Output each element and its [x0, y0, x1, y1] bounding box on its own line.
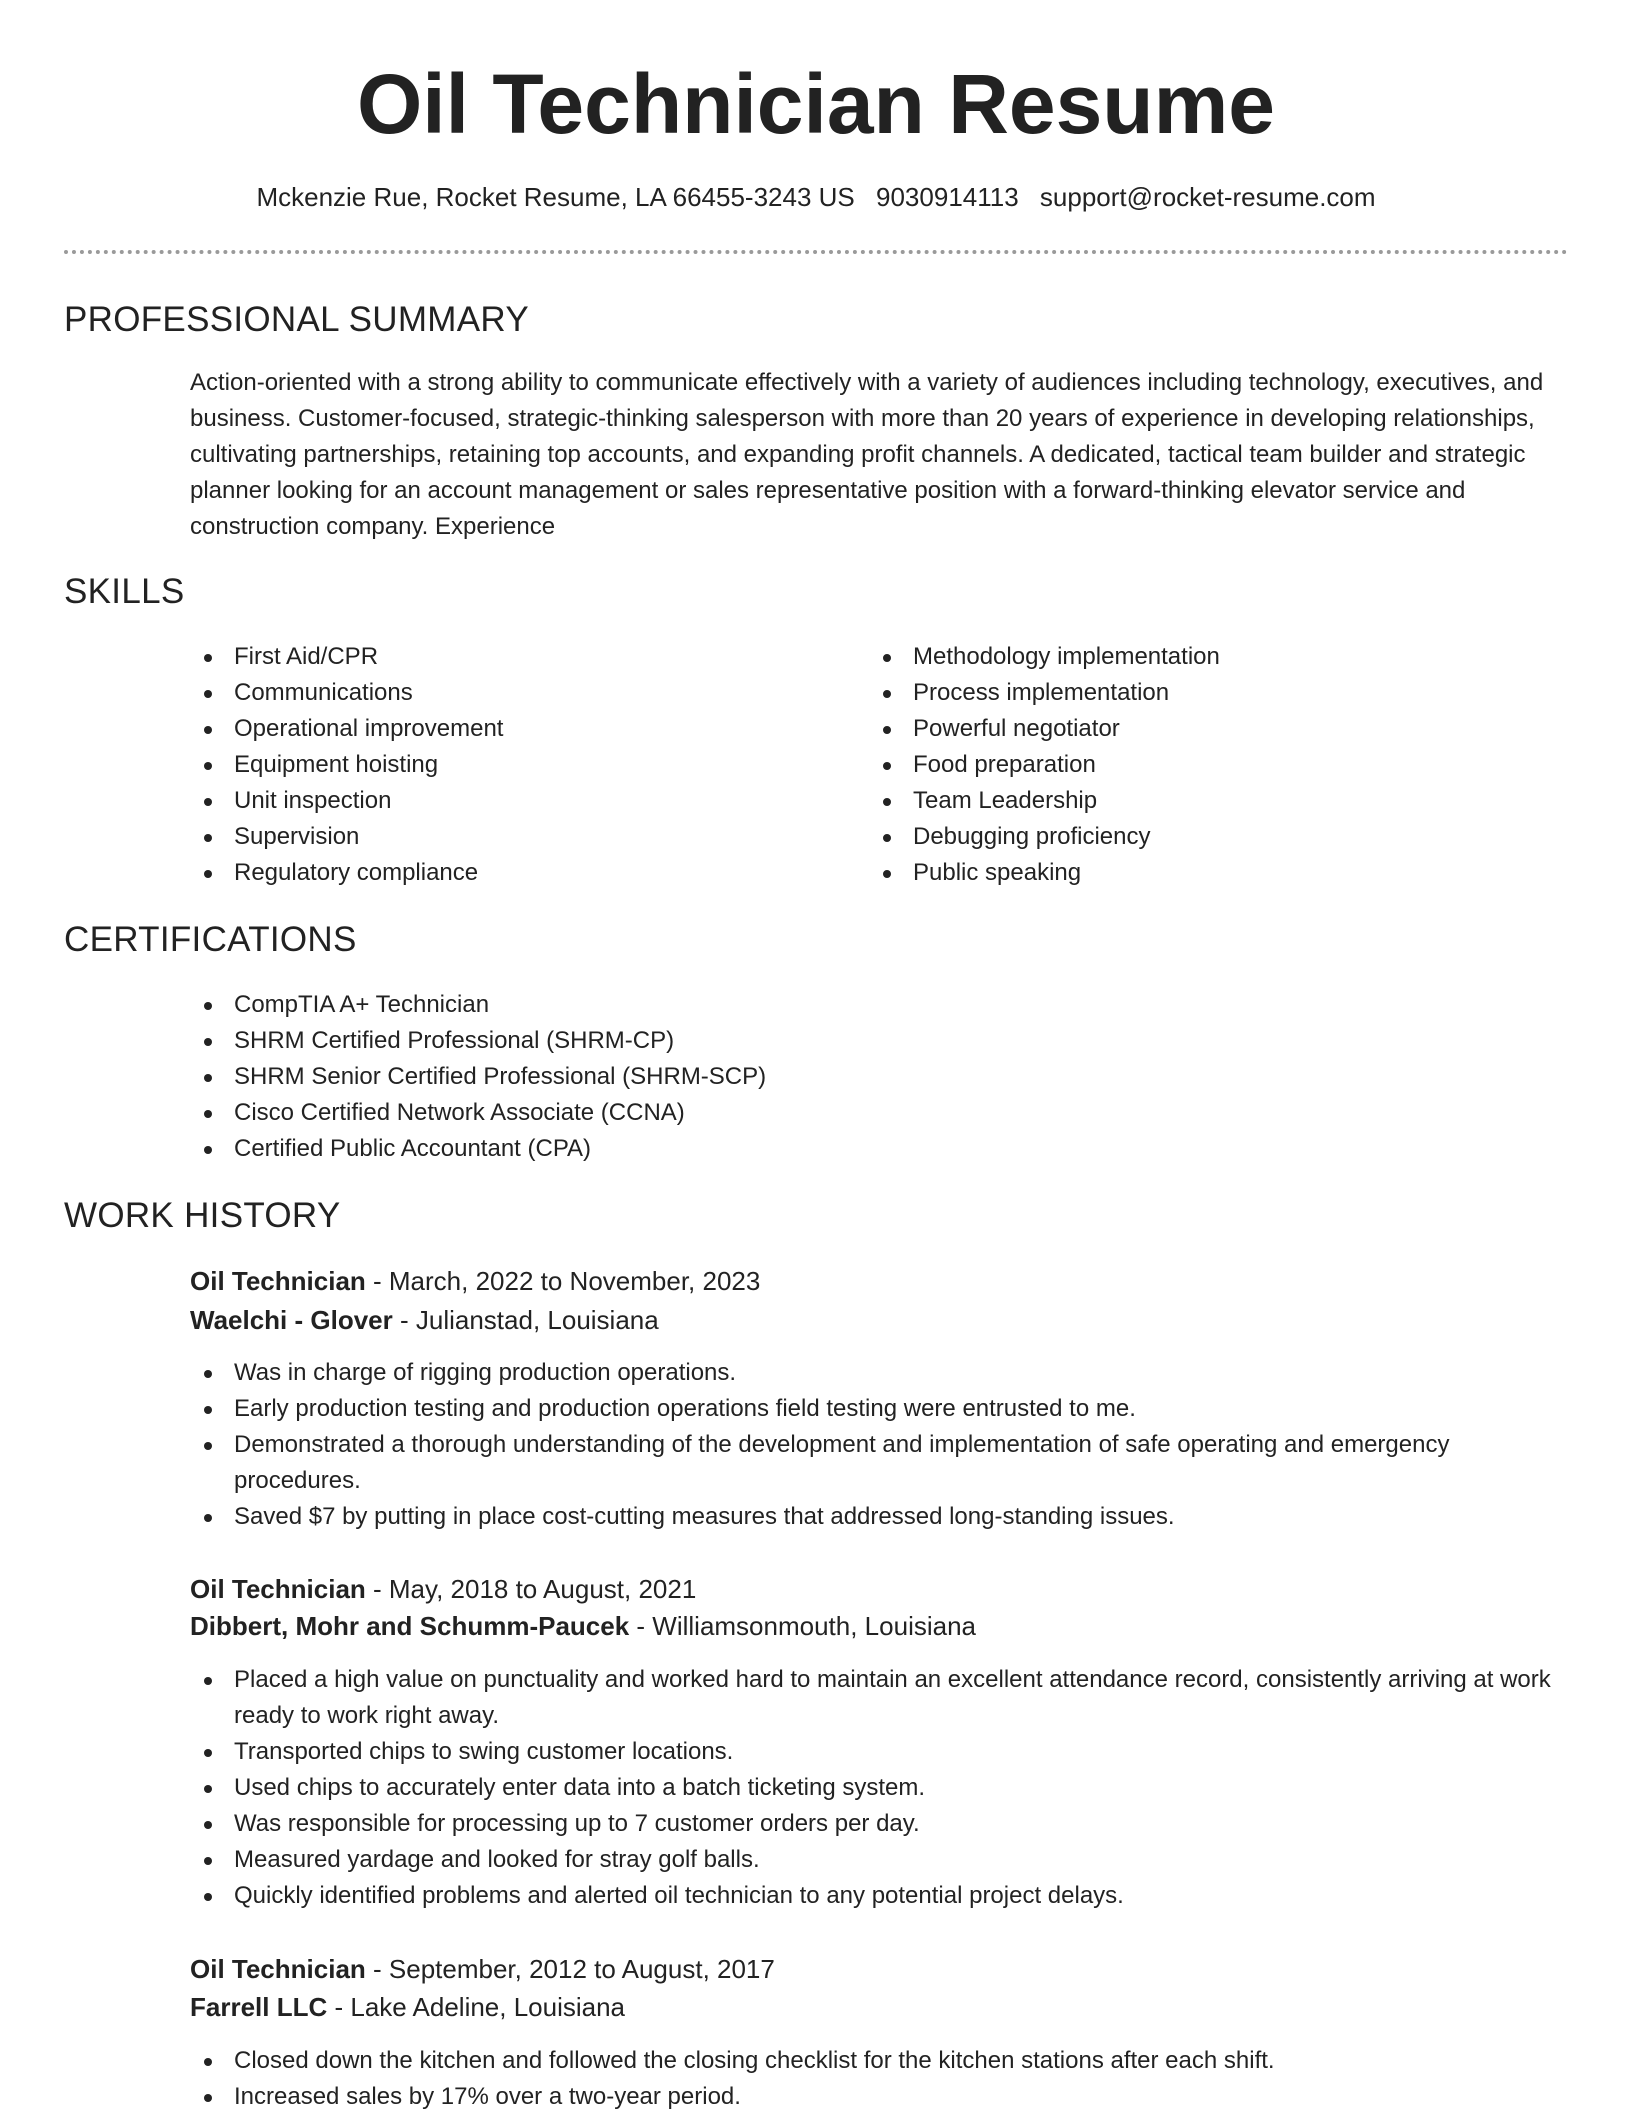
list-item: Closed down the kitchen and followed the closing checklist for the kitchen stations after each shift. — [190, 2043, 1568, 2079]
job-company-line — [190, 1301, 659, 1339]
list-item: Cisco Certified Network Associate (CCNA) — [190, 1095, 1550, 1131]
list-item: Unit inspection — [190, 783, 830, 819]
list-item: Early production testing and production operations field testing were entrusted to me. — [190, 1391, 1568, 1427]
job-company: Waelchi - Glover — [190, 1305, 393, 1335]
list-item: Powerful negotiator — [869, 711, 1549, 747]
skills-list-left — [190, 639, 830, 891]
job-location: - Julianstad, Louisiana — [392, 1305, 659, 1335]
list-item: Process implementation — [869, 675, 1549, 711]
job-bullets — [190, 2043, 1568, 2112]
list-item: Placed a high value on punctuality and worked hard to maintain an excellent attendance record, consistently arriving at work ready to work right away. — [190, 1662, 1568, 1734]
list-item: Was responsible for processing up to 7 customer orders per day. — [190, 1806, 1568, 1842]
job-company: Farrell LLC — [190, 1992, 328, 2022]
list-item: Equipment hoisting — [190, 747, 830, 783]
list-item: Operational improvement — [190, 711, 830, 747]
job-dates: - March, 2022 to November, 2023 — [365, 1266, 761, 1296]
list-item: Increased sales by 17% over a two-year period. — [190, 2079, 1568, 2112]
job-company-line — [190, 1607, 976, 1645]
list-item: Public speaking — [869, 855, 1549, 891]
summary-heading: PROFESSIONAL SUMMARY — [64, 300, 529, 339]
certifications-heading: CERTIFICATIONS — [64, 920, 357, 959]
contact-phone: 9030914113 — [876, 182, 1019, 212]
summary-text: Action-oriented with a strong ability to communicate effectively with a variety of audiences including technology, executives, and business. Customer-focused, strategic-thinking salesperson with more than 20 years of experience in developing relationships, cultivating partnerships, retaining top accounts, and expanding profit channels. A dedicated, tactical team builder and strategic planner looking for an account management or sales representative position with a forward-thinking elevator service and construction company. Experience — [190, 369, 1544, 540]
contact-address: Mckenzie Rue, Rocket Resume, LA 66455-3243 US — [256, 182, 855, 212]
job-company: Dibbert, Mohr and Schumm-Paucek — [190, 1611, 630, 1641]
list-item: Transported chips to swing customer locations. — [190, 1734, 1568, 1770]
list-item: Debugging proficiency — [869, 819, 1549, 855]
list-item: SHRM Senior Certified Professional (SHRM-SCP) — [190, 1059, 1550, 1095]
job-title: Oil Technician — [190, 1266, 366, 1296]
contact-email: support@rocket-resume.com — [1039, 182, 1376, 212]
job-title-line — [190, 1570, 696, 1608]
job-title-line — [190, 1950, 775, 1988]
list-item: Measured yardage and looked for stray golf balls. — [190, 1842, 1568, 1878]
job-title: Oil Technician — [190, 1954, 366, 1984]
list-item: Supervision — [190, 819, 830, 855]
list-item: Methodology implementation — [869, 639, 1549, 675]
list-item: CompTIA A+ Technician — [190, 987, 1550, 1023]
job-bullets — [190, 1662, 1568, 1914]
contact-line — [0, 179, 1632, 215]
job-company-line — [190, 1988, 625, 2026]
list-item: Communications — [190, 675, 830, 711]
job-location: - Lake Adeline, Louisiana — [327, 1992, 626, 2022]
work-history-heading: WORK HISTORY — [64, 1196, 341, 1235]
header-divider — [64, 250, 1568, 254]
list-item: First Aid/CPR — [190, 639, 830, 675]
job-dates: - September, 2012 to August, 2017 — [365, 1954, 775, 1984]
job-title: Oil Technician — [190, 1574, 366, 1604]
job-bullets — [190, 1355, 1568, 1535]
list-item: Quickly identified problems and alerted oil technician to any potential project delays. — [190, 1878, 1568, 1914]
job-title-line — [190, 1262, 760, 1300]
resume-title: Oil Technician Resume — [356, 57, 1276, 151]
list-item: Team Leadership — [869, 783, 1549, 819]
list-item: Used chips to accurately enter data into a batch ticketing system. — [190, 1770, 1568, 1806]
list-item: Food preparation — [869, 747, 1549, 783]
list-item: Was in charge of rigging production operations. — [190, 1355, 1568, 1391]
list-item: Saved $7 by putting in place cost-cutting measures that addressed long-standing issues. — [190, 1499, 1568, 1535]
list-item: Certified Public Accountant (CPA) — [190, 1131, 1550, 1167]
list-item: Demonstrated a thorough understanding of the development and implementation of safe operating and emergency procedures. — [190, 1427, 1568, 1499]
list-item: SHRM Certified Professional (SHRM-CP) — [190, 1023, 1550, 1059]
list-item: Regulatory compliance — [190, 855, 830, 891]
job-location: - Williamsonmouth, Louisiana — [629, 1611, 976, 1641]
skills-list-right — [869, 639, 1549, 891]
job-dates: - May, 2018 to August, 2021 — [365, 1574, 697, 1604]
skills-heading: SKILLS — [64, 572, 185, 611]
certifications-list — [190, 987, 1550, 1167]
